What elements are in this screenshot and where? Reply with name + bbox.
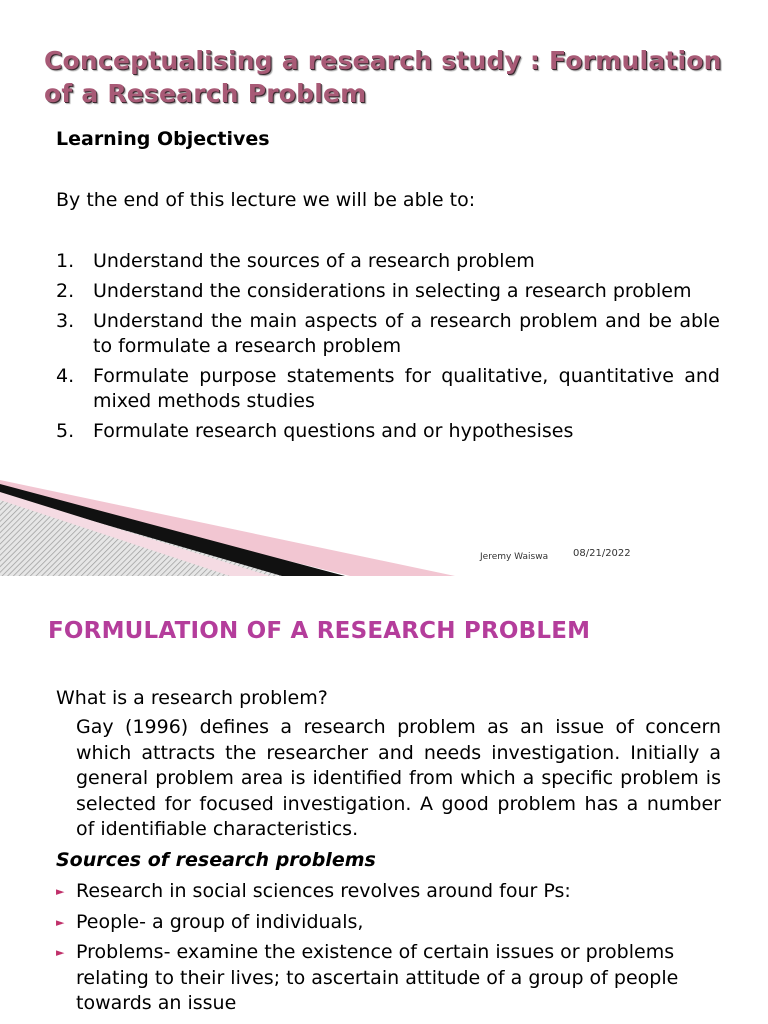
bullet-list (56, 879, 716, 1022)
list-item (56, 419, 720, 444)
list-item (56, 940, 716, 1017)
item-number: 2. (56, 280, 75, 302)
item-text: Understand the sources of a research problem (93, 250, 535, 272)
sources-subheading: Sources of research problems (56, 849, 376, 871)
item-number: 1. (56, 250, 75, 272)
list-item (56, 879, 716, 905)
item-number: 5. (56, 420, 75, 442)
list-item (56, 364, 720, 414)
triangle-bullet-icon: ► (56, 946, 65, 959)
list-item (56, 279, 720, 304)
learning-objectives-heading: Learning Objectives (56, 128, 270, 150)
slide-2 (0, 588, 768, 1024)
definition-paragraph: Gay (1996) defines a research problem as an issue of concern which attracts the researcher and needs investigation. Initially a general problem area is identified from which a specific problem is selected for focused investigation. A good problem has a number of identifiable characteristics. (76, 716, 721, 840)
list-item (56, 910, 716, 936)
slide-title: FORMULATION OF A RESEARCH PROBLEM (48, 618, 591, 644)
item-text: People- a group of individuals, (76, 910, 364, 933)
footer-author: Jeremy Waiswa (480, 552, 549, 562)
triangle-bullet-icon: ► (56, 885, 65, 898)
item-text: Formulate research questions and or hypothesises (93, 420, 574, 442)
question-text: What is a research problem? (56, 687, 328, 709)
slide-separator (0, 576, 768, 588)
list-item (56, 249, 720, 274)
item-number: 4. (56, 365, 75, 387)
intro-text: By the end of this lecture we will be able to: (56, 189, 476, 211)
item-number: 3. (56, 310, 75, 332)
item-text: Research in social sciences revolves around four Ps: (76, 880, 571, 902)
list-item (56, 309, 720, 359)
item-text: Understand the main aspects of a research problem and be able to formulate a research problem (93, 310, 720, 357)
item-text: Understand the considerations in selecting a research problem (93, 280, 692, 302)
item-text: Problems- examine the existence of certain issues or problems relating to their lives; to ascertain attitude of a group of people towards an issue (76, 941, 679, 1014)
slide-title: Conceptualising a research study : Formulation of a Research Problem (44, 46, 722, 108)
footer-date: 08/21/2022 (573, 548, 631, 559)
item-text: Formulate purpose statements for qualitative, quantitative and mixed methods studies (93, 365, 720, 412)
triangle-bullet-icon: ► (56, 915, 65, 929)
decorative-swoosh (0, 470, 768, 576)
objectives-list (56, 249, 720, 449)
